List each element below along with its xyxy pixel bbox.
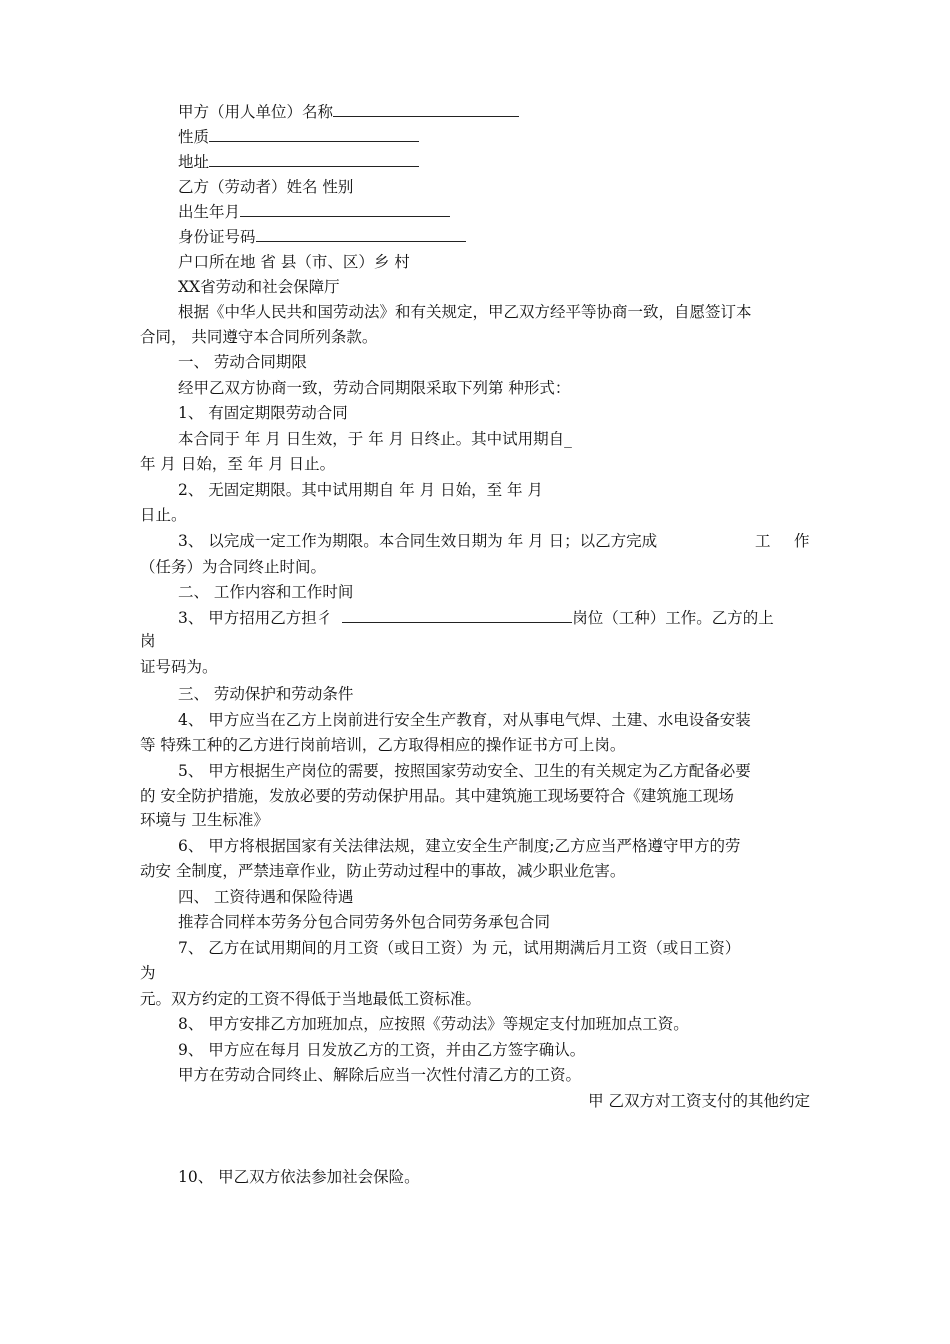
- party-a-name-label: 甲方（用人单位）名称: [178, 103, 334, 121]
- job-label: 3、 甲方招用乙方担彳: [178, 609, 333, 627]
- recommend-line: 推荐合同样本劳务分包合同劳务外包合同劳务承包合同: [178, 913, 551, 931]
- section-3-title: 三、 劳动保护和劳动条件: [178, 685, 354, 703]
- nature-label: 性质: [178, 128, 210, 146]
- id-number-line: [178, 226, 466, 248]
- job-line-wrap: 岗: [140, 632, 156, 650]
- item-7-line-1: 7、 乙方在试用期间的月工资（或日工资）为 元，试用期满后月工资（或日工资）: [178, 939, 741, 957]
- item-3-line-1: 3、 以完成一定工作为期限。本合同生效日期为 年 月 日；以乙方完成: [178, 532, 658, 550]
- item-6-line-2: 动安 全制度，严禁违章作业，防止劳动过程中的事故，减少职业危害。: [140, 862, 626, 880]
- birth-label: 出生年月: [178, 203, 241, 221]
- issuer-line: XX省劳动和社会保障厅: [178, 278, 340, 296]
- item-5-line-1: 5、 甲方根据生产岗位的需要，按照国家劳动安全、卫生的有关规定为乙方配备必要: [178, 762, 751, 780]
- party-a-name-line: [178, 101, 519, 123]
- section-2-title: 二、 工作内容和工作时间: [178, 583, 354, 601]
- intro-line-2: 合同， 共同遵守本合同所列条款。: [140, 328, 378, 346]
- item-6-line-1: 6、 甲方将根据国家有关法律法规，建立安全生产制度;乙方应当严格遵守甲方的劳: [178, 837, 741, 855]
- item-4-line-1: 4、 甲方应当在乙方上岗前进行安全生产教育，对从事电气焊、土建、水电设备安装: [178, 711, 751, 729]
- intro-line-1: 根据《中华人民共和国劳动法》和有关规定，甲乙双方经平等协商一致，自愿签订本: [178, 303, 752, 321]
- fill-blank: [333, 101, 519, 117]
- item-2-line-1: 2、 无固定期限。其中试用期自 年 月 日始，至 年 月: [178, 481, 543, 499]
- fill-blank: [256, 226, 466, 242]
- fill-blank: [240, 201, 450, 217]
- item-3-word-a: 工: [755, 532, 771, 550]
- address-line: [178, 151, 419, 173]
- item-4-line-2: 等 特殊工种的乙方进行岗前培训，乙方取得相应的操作证书方可上岗。: [140, 736, 626, 754]
- address-label: 地址: [178, 153, 210, 171]
- item-1-title: 1、 有固定期限劳动合同: [178, 404, 348, 422]
- item-3-line-2: （任务）为合同终止时间。: [140, 558, 327, 576]
- item-9-line-2: 甲方在劳动合同终止、解除后应当一次性付清乙方的工资。: [178, 1066, 582, 1084]
- item-1-line-2: 年 月 日始，至 年 月 日止。: [140, 455, 336, 473]
- fill-blank: [209, 126, 419, 142]
- birth-line: [178, 201, 450, 223]
- item-1-line-1: 本合同于 年 月 日生效，于 年 月 日终止。其中试用期自_: [178, 430, 572, 448]
- fill-blank: [342, 607, 572, 623]
- party-b-name-line: [178, 176, 353, 198]
- party-b-name-label: 乙方（劳动者）姓名 性别: [178, 178, 354, 196]
- household-line: 户口所在地 省 县（市、区）乡 村: [178, 253, 410, 271]
- item-8-line: 8、 甲方安排乙方加班加点，应按照《劳动法》等规定支付加班加点工资。: [178, 1015, 689, 1033]
- item-5-line-2: 的 安全防护措施，发放必要的劳动保护用品。其中建筑施工现场要符合《建筑施工现场: [140, 787, 734, 805]
- item-2-line-2: 日止。: [140, 506, 187, 524]
- item-3-word-b: 作: [794, 532, 810, 550]
- fill-blank: [209, 151, 419, 167]
- job-line-3: 证号码为。: [140, 658, 218, 676]
- item-7-line-3: 元。双方约定的工资不得低于当地最低工资标准。: [140, 990, 482, 1008]
- id-number-label: 身份证号码: [178, 228, 256, 246]
- section-1-title: 一、 劳动合同期限: [178, 353, 307, 371]
- job-label-2: 岗位（工种）工作。乙方的上: [572, 609, 774, 627]
- item-5-line-3: 环境与 卫生标准》: [140, 811, 269, 829]
- item-10-line: 10、 甲乙双方依法参加社会保险。: [178, 1168, 420, 1186]
- section-1-para: 经甲乙双方协商一致，劳动合同期限采取下列第 种形式：: [178, 379, 571, 397]
- section-4-title: 四、 工资待遇和保险待遇: [178, 888, 354, 906]
- item-7-line-2: 为: [140, 964, 156, 982]
- job-line: [178, 607, 774, 629]
- nature-line: [178, 126, 419, 148]
- other-terms-line: 甲 乙双方对工资支付的其他约定: [588, 1092, 810, 1110]
- item-9-line: 9、 甲方应在每月 日发放乙方的工资，并由乙方签字确认。: [178, 1041, 586, 1059]
